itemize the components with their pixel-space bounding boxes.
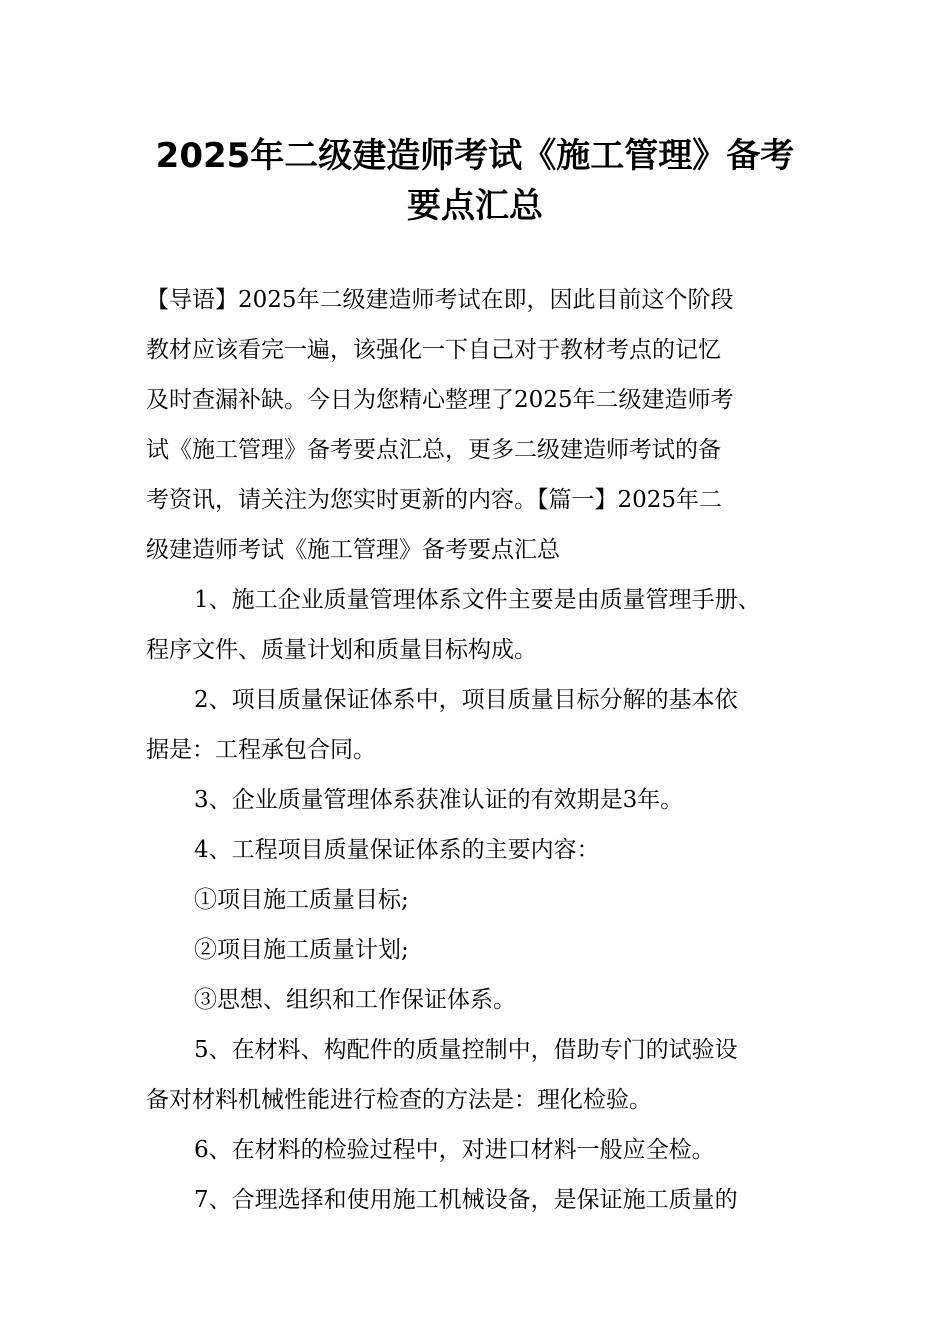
document-title-line-1: 2025年二级建造师考试《施工管理》备考 bbox=[155, 136, 795, 176]
list-item-2-line-1: 2、项目质量保证体系中，项目质量目标分解的基本依 bbox=[194, 687, 738, 713]
list-item-6: 6、在材料的检验过程中，对进口材料一般应全检。 bbox=[194, 1137, 715, 1163]
list-item-5-line-1: 5、在材料、构配件的质量控制中，借助专门的试验设 bbox=[194, 1037, 738, 1063]
list-item-2-line-2: 据是：工程承包合同。 bbox=[146, 737, 376, 763]
document-title-line-2: 要点汇总 bbox=[407, 186, 543, 226]
body-line: 教材应该看完一遍，该强化一下自己对于教材考点的记忆 bbox=[146, 337, 721, 363]
sub-item-3: ③思想、组织和工作保证体系。 bbox=[194, 987, 516, 1013]
sub-item-1: ①项目施工质量目标; bbox=[194, 887, 409, 913]
body-line: 试《施工管理》备考要点汇总，更多二级建造师考试的备 bbox=[146, 437, 721, 463]
list-item-1-line-1: 1、施工企业质量管理体系文件主要是由质量管理手册、 bbox=[194, 587, 761, 613]
sub-item-2: ②项目施工质量计划; bbox=[194, 937, 409, 963]
list-item-4: 4、工程项目质量保证体系的主要内容： bbox=[194, 837, 600, 863]
body-line: 及时查漏补缺。今日为您精心整理了2025年二级建造师考 bbox=[146, 387, 734, 413]
list-item-3: 3、企业质量管理体系获准认证的有效期是3年。 bbox=[194, 787, 684, 813]
body-line: 【导语】2025年二级建造师考试在即，因此目前这个阶段 bbox=[146, 287, 734, 313]
list-item-7-line-1: 7、合理选择和使用施工机械设备，是保证施工质量的 bbox=[194, 1187, 738, 1213]
list-item-1-line-2: 程序文件、质量计划和质量目标构成。 bbox=[146, 637, 537, 663]
list-item-5-line-2: 备对材料机械性能进行检查的方法是：理化检验。 bbox=[146, 1087, 652, 1113]
body-line: 考资讯，请关注为您实时更新的内容。【篇一】2025年二 bbox=[146, 487, 723, 513]
body-line: 级建造师考试《施工管理》备考要点汇总 bbox=[146, 537, 560, 563]
